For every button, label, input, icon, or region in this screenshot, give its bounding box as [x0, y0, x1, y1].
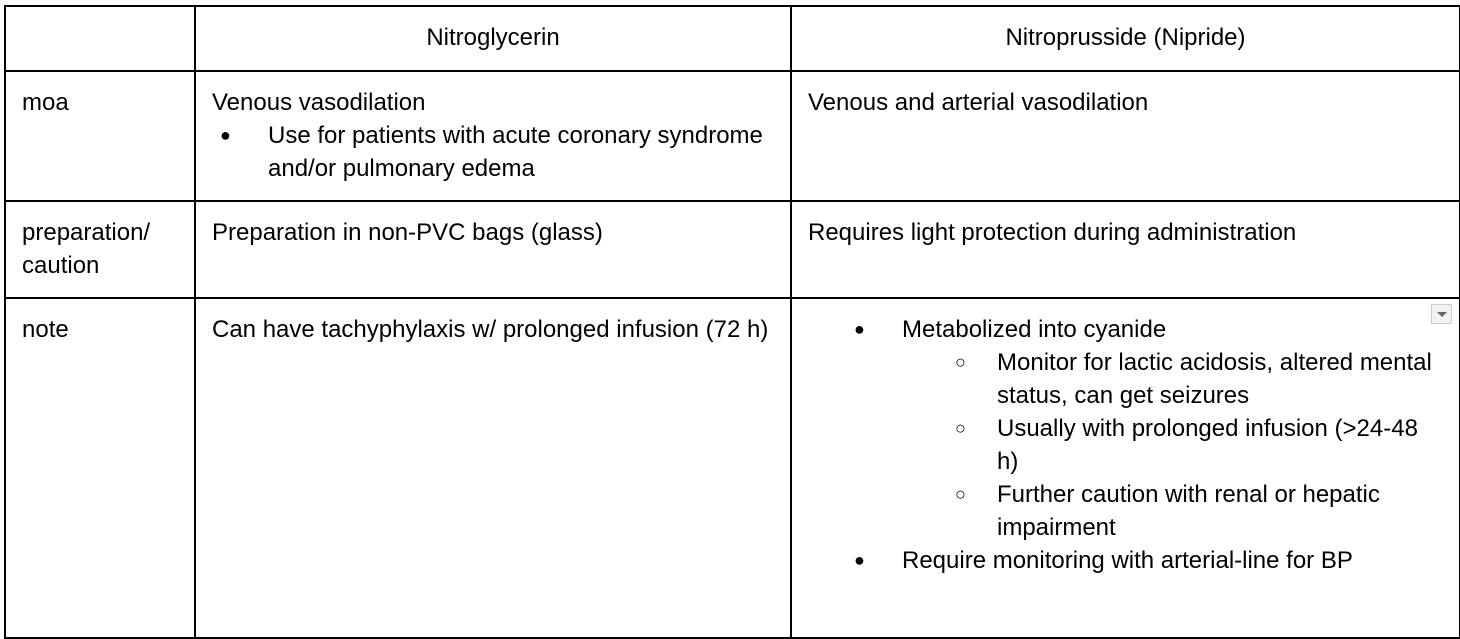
- header-cell-empty[interactable]: [5, 6, 195, 71]
- cell-nitroprusside-moa[interactable]: Venous and arterial vasodilation: [791, 71, 1460, 201]
- sub-list-item: ○ Usually with prolonged infusion (>24-48 h): [997, 412, 1433, 478]
- table-row-note: [5, 298, 1460, 638]
- cell-nitroprusside-note[interactable]: [791, 298, 1460, 638]
- table-row-preparation: [5, 201, 1460, 298]
- dropdown-arrow-icon[interactable]: [1431, 304, 1452, 324]
- row-label[interactable]: moa: [5, 71, 195, 201]
- drug-comparison-table: [4, 5, 1460, 639]
- sub-list-item: ○ Further caution with renal or hepatic impairment: [997, 478, 1433, 544]
- cell-nitroprusside-preparation[interactable]: Requires light protection during administration: [791, 201, 1460, 298]
- header-nitroglycerin[interactable]: Nitroglycerin: [195, 6, 791, 71]
- cell-nitroglycerin-moa[interactable]: [195, 71, 791, 201]
- header-nitroprusside[interactable]: Nitroprusside (Nipride): [791, 6, 1460, 71]
- list-item: ● Require monitoring with arterial-line for BP: [902, 544, 1433, 577]
- list-item: [902, 313, 1433, 544]
- row-label[interactable]: note: [5, 298, 195, 638]
- sub-list-item: ○ Monitor for lactic acidosis, altered mental status, can get seizures: [997, 346, 1433, 412]
- cell-nitroglycerin-preparation[interactable]: Preparation in non-PVC bags (glass): [195, 201, 791, 298]
- row-label[interactable]: preparation/ caution: [5, 201, 195, 298]
- cell-text: Venous vasodilation: [212, 89, 426, 116]
- list-item: ● Use for patients with acute coronary syndrome and/or pulmonary edema: [268, 119, 774, 185]
- list-item-text: Metabolized into cyanide: [902, 316, 1167, 343]
- cell-nitroglycerin-note[interactable]: Can have tachyphylaxis w/ prolonged infusion (72 h): [195, 298, 791, 638]
- table-row-moa: [5, 71, 1460, 201]
- header-row: [5, 6, 1460, 71]
